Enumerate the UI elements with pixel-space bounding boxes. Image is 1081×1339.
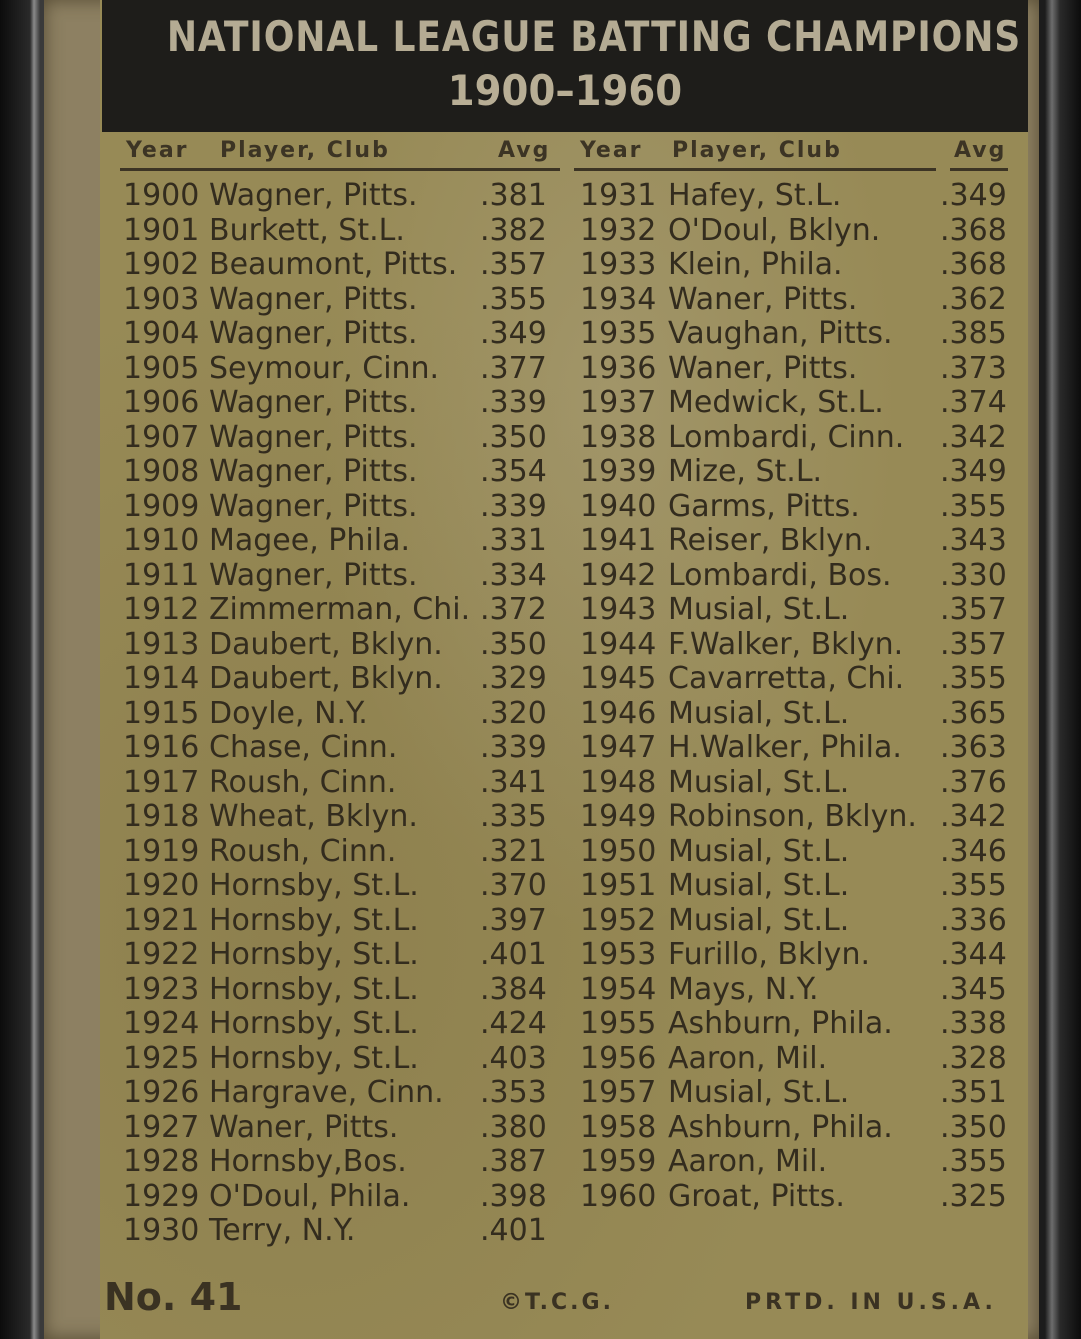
champion-average: .401 [480, 1213, 547, 1248]
champion-row [580, 1076, 1020, 1111]
champion-row [580, 1145, 1020, 1180]
champion-year: 1928 [123, 1144, 200, 1179]
champion-year: 1959 [580, 1144, 657, 1179]
champion-average: .331 [480, 523, 547, 558]
champion-player: Klein, Phila. [668, 247, 843, 282]
champion-average: .355 [480, 281, 547, 317]
champion-player: F.Walker, Bklyn. [668, 626, 904, 662]
champion-row [123, 352, 563, 387]
champion-year: 1955 [580, 1006, 657, 1041]
champion-year: 1947 [580, 730, 657, 765]
left-column-header [126, 138, 556, 170]
champion-average: .350 [940, 1109, 1007, 1145]
champion-year: 1954 [580, 971, 657, 1007]
champion-average: .320 [480, 695, 547, 731]
champion-year: 1902 [123, 247, 200, 282]
year-header: Year [126, 138, 189, 163]
champion-average: .321 [480, 833, 547, 869]
champion-player: Wagner, Pitts. [209, 281, 418, 317]
champion-player: Wagner, Pitts. [209, 454, 418, 489]
champion-player: Hargrave, Cinn. [209, 1075, 444, 1110]
champion-average: .342 [940, 799, 1007, 834]
champion-row [123, 524, 563, 559]
champion-row [123, 1180, 563, 1215]
champion-year: 1949 [580, 799, 657, 834]
champion-year: 1922 [123, 937, 200, 972]
champion-year: 1924 [123, 1006, 200, 1041]
champion-year: 1942 [580, 557, 657, 593]
champion-row [123, 421, 563, 456]
champion-average: .368 [940, 247, 1007, 282]
champion-row [123, 455, 563, 490]
champion-year: 1946 [580, 695, 657, 731]
champion-average: .349 [480, 316, 547, 351]
champion-year: 1904 [123, 316, 200, 351]
champion-player: Wheat, Bklyn. [209, 799, 418, 834]
champion-row [580, 524, 1020, 559]
champion-player: Wagner, Pitts. [209, 557, 418, 593]
champion-average: .384 [480, 971, 547, 1007]
champion-player: O'Doul, Phila. [209, 1178, 411, 1214]
champion-player: Aaron, Mil. [668, 1040, 828, 1076]
champion-player: Hornsby, St.L. [209, 1040, 419, 1076]
champion-row [580, 1111, 1020, 1146]
champion-year: 1919 [123, 833, 200, 869]
champion-player: Garms, Pitts. [668, 488, 860, 524]
champion-year: 1934 [580, 281, 657, 317]
champion-player: Chase, Cinn. [209, 730, 398, 765]
champion-row [580, 904, 1020, 939]
champion-row [580, 869, 1020, 904]
champion-average: .370 [480, 868, 547, 903]
champion-player: H.Walker, Phila. [668, 730, 902, 765]
champion-year: 1945 [580, 661, 657, 696]
champion-year: 1925 [123, 1040, 200, 1076]
champion-average: .385 [940, 316, 1007, 351]
champion-year: 1915 [123, 695, 200, 731]
champion-player: Musial, St.L. [668, 902, 850, 938]
champion-average: .387 [480, 1144, 547, 1179]
card-header [102, 0, 1028, 132]
champion-row [123, 1111, 563, 1146]
champion-player: Lombardi, Bos. [668, 557, 892, 593]
champion-year: 1900 [123, 178, 200, 213]
champion-row [123, 904, 563, 939]
champion-player: Medwick, St.L. [668, 385, 884, 420]
champion-year: 1903 [123, 281, 200, 317]
champion-year: 1931 [580, 178, 657, 213]
champion-year: 1941 [580, 523, 657, 558]
champion-player: Hornsby,Bos. [209, 1144, 407, 1179]
champion-player: Vaughan, Pitts. [668, 316, 893, 351]
card-title: NATIONAL LEAGUE BATTING CHAMPIONS [166, 12, 1022, 61]
champion-average: .346 [940, 833, 1007, 869]
champion-player: Wagner, Pitts. [209, 419, 418, 455]
champion-average: .355 [940, 868, 1007, 903]
card-subtitle: 1900–1960 [447, 66, 683, 115]
champion-average: .354 [480, 454, 547, 489]
champion-year: 1921 [123, 902, 200, 938]
champion-player: Magee, Phila. [209, 523, 410, 558]
champion-player: Waner, Pitts. [209, 1109, 399, 1145]
champion-row [123, 248, 563, 283]
champion-average: .328 [940, 1040, 1007, 1076]
champion-player: Waner, Pitts. [668, 281, 858, 317]
champion-player: Cavarretta, Chi. [668, 661, 905, 696]
champion-row [123, 179, 563, 214]
champion-average: .373 [940, 350, 1007, 386]
champion-average: .329 [480, 661, 547, 696]
champion-year: 1930 [123, 1213, 200, 1248]
champion-row [123, 593, 563, 628]
champion-average: .338 [940, 1006, 1007, 1041]
champion-row [580, 593, 1020, 628]
champion-year: 1909 [123, 488, 200, 524]
right-header-rule-avg [950, 168, 1008, 171]
card-number: No. 41 [104, 1275, 243, 1319]
champion-row [580, 352, 1020, 387]
champion-year: 1940 [580, 488, 657, 524]
left-header-rule [120, 168, 560, 171]
champion-average: .398 [480, 1178, 547, 1214]
champion-year: 1918 [123, 799, 200, 834]
champion-average: .368 [940, 212, 1007, 248]
champion-player: Wagner, Pitts. [209, 316, 418, 351]
avg-header: Avg [954, 138, 1007, 163]
champion-year: 1929 [123, 1178, 200, 1214]
champion-row [580, 800, 1020, 835]
champion-player: Roush, Cinn. [209, 764, 397, 800]
champion-year: 1944 [580, 626, 657, 662]
champion-row [580, 766, 1020, 801]
champion-row [123, 766, 563, 801]
champion-year: 1953 [580, 937, 657, 972]
champion-player: Robinson, Bklyn. [668, 799, 917, 834]
champion-year: 1927 [123, 1109, 200, 1145]
champion-row [580, 1007, 1020, 1042]
champion-player: Musial, St.L. [668, 592, 850, 627]
champion-player: Wagner, Pitts. [209, 178, 418, 213]
champion-player: Mize, St.L. [668, 454, 823, 489]
champion-player: Seymour, Cinn. [209, 350, 440, 386]
champion-year: 1936 [580, 350, 657, 386]
champion-average: .325 [940, 1178, 1007, 1214]
champion-year: 1960 [580, 1178, 657, 1214]
champion-row [580, 835, 1020, 870]
champion-year: 1937 [580, 385, 657, 420]
champion-average: .380 [480, 1109, 547, 1145]
champion-player: Wagner, Pitts. [209, 488, 418, 524]
champion-player: Hornsby, St.L. [209, 868, 419, 903]
champion-average: .339 [480, 730, 547, 765]
champion-year: 1911 [123, 557, 200, 593]
champion-row [123, 214, 563, 249]
champion-player: Daubert, Bklyn. [209, 626, 443, 662]
champion-year: 1957 [580, 1075, 657, 1110]
left-champions-list [123, 179, 563, 1249]
champion-year: 1951 [580, 868, 657, 903]
champion-average: .424 [480, 1006, 547, 1041]
champion-row [123, 662, 563, 697]
champion-average: .401 [480, 937, 547, 972]
champion-average: .357 [940, 592, 1007, 627]
right-champions-list [580, 179, 1020, 1214]
champion-average: .343 [940, 523, 1007, 558]
champion-average: .365 [940, 695, 1007, 731]
champion-row [580, 317, 1020, 352]
champion-row [123, 283, 563, 318]
champion-player: Doyle, N.Y. [209, 695, 368, 731]
champion-average: .336 [940, 902, 1007, 938]
champion-player: Beaumont, Pitts. [209, 247, 458, 282]
champion-year: 1907 [123, 419, 200, 455]
champion-average: .339 [480, 385, 547, 420]
champion-average: .330 [940, 557, 1007, 593]
copyright-text: ©T.C.G. [500, 1290, 614, 1315]
champion-player: Burkett, St.L. [209, 212, 405, 248]
champion-year: 1958 [580, 1109, 657, 1145]
champion-average: .344 [940, 937, 1007, 972]
champion-row [580, 731, 1020, 766]
champion-year: 1935 [580, 316, 657, 351]
champion-player: Hornsby, St.L. [209, 971, 419, 1007]
champion-year: 1933 [580, 247, 657, 282]
champion-average: .349 [940, 178, 1007, 213]
champion-average: .345 [940, 971, 1007, 1007]
champion-player: O'Doul, Bklyn. [668, 212, 881, 248]
champion-row [580, 386, 1020, 421]
champion-year: 1923 [123, 971, 200, 1007]
right-header-rule [574, 168, 936, 171]
champion-row [580, 1042, 1020, 1077]
champion-average: .372 [480, 592, 547, 627]
champion-average: .382 [480, 212, 547, 248]
avg-header: Avg [498, 138, 551, 163]
champion-average: .397 [480, 902, 547, 938]
champion-year: 1943 [580, 592, 657, 627]
champion-row [123, 1214, 563, 1249]
champion-year: 1938 [580, 419, 657, 455]
champion-row [580, 559, 1020, 594]
champion-row [123, 559, 563, 594]
printed-in-text: PRTD. IN U.S.A. [745, 1290, 997, 1315]
champion-player: Zimmerman, Chi. [209, 592, 471, 627]
champion-player: Wagner, Pitts. [209, 385, 418, 420]
champion-average: .339 [480, 488, 547, 524]
champion-row [580, 1180, 1020, 1215]
champion-row [123, 1042, 563, 1077]
champion-year: 1948 [580, 764, 657, 800]
champion-row [580, 179, 1020, 214]
champion-player: Furillo, Bklyn. [668, 937, 870, 972]
champion-player: Musial, St.L. [668, 868, 850, 903]
champion-average: .362 [940, 281, 1007, 317]
champion-row [123, 938, 563, 973]
champion-average: .355 [940, 1144, 1007, 1179]
champion-average: .357 [940, 626, 1007, 662]
champion-year: 1932 [580, 212, 657, 248]
champion-row [580, 283, 1020, 318]
champion-average: .349 [940, 454, 1007, 489]
champion-player: Ashburn, Phila. [668, 1006, 893, 1041]
champion-player: Ashburn, Phila. [668, 1109, 893, 1145]
champion-row [580, 421, 1020, 456]
champion-row [123, 800, 563, 835]
champion-row [123, 386, 563, 421]
champion-average: .341 [480, 764, 547, 800]
champion-average: .335 [480, 799, 547, 834]
champion-average: .381 [480, 178, 547, 213]
champion-row [123, 1145, 563, 1180]
champion-average: .403 [480, 1040, 547, 1076]
champion-row [123, 973, 563, 1008]
champion-row [580, 214, 1020, 249]
champion-year: 1908 [123, 454, 200, 489]
champion-player: Hornsby, St.L. [209, 937, 419, 972]
champion-player: Groat, Pitts. [668, 1178, 845, 1214]
champion-year: 1913 [123, 626, 200, 662]
champion-row [123, 490, 563, 525]
champion-row [123, 697, 563, 732]
champion-player: Hafey, St.L. [668, 178, 842, 213]
champion-row [123, 628, 563, 663]
champion-row [580, 248, 1020, 283]
champion-year: 1901 [123, 212, 200, 248]
champion-year: 1950 [580, 833, 657, 869]
champion-player: Terry, N.Y. [209, 1213, 356, 1248]
champion-row [123, 1007, 563, 1042]
champion-player: Musial, St.L. [668, 695, 850, 731]
champion-player: Hornsby, St.L. [209, 902, 419, 938]
champion-average: .334 [480, 557, 547, 593]
champion-row [580, 662, 1020, 697]
champion-player: Musial, St.L. [668, 1075, 850, 1110]
champion-average: .357 [480, 247, 547, 282]
champion-average: .342 [940, 419, 1007, 455]
champion-player: Hornsby, St.L. [209, 1006, 419, 1041]
champion-row [123, 731, 563, 766]
champion-player: Roush, Cinn. [209, 833, 397, 869]
player-header: Player, Club [220, 138, 390, 163]
champion-year: 1912 [123, 592, 200, 627]
champion-player: Lombardi, Cinn. [668, 419, 905, 455]
champion-player: Musial, St.L. [668, 833, 850, 869]
champion-year: 1916 [123, 730, 200, 765]
champion-player: Musial, St.L. [668, 764, 850, 800]
champion-year: 1906 [123, 385, 200, 420]
year-header: Year [580, 138, 643, 163]
champion-row [580, 628, 1020, 663]
champion-row [580, 697, 1020, 732]
champion-player: Waner, Pitts. [668, 350, 858, 386]
champion-year: 1917 [123, 764, 200, 800]
champion-row [580, 938, 1020, 973]
champion-average: .363 [940, 730, 1007, 765]
champion-row [580, 490, 1020, 525]
champion-row [123, 317, 563, 352]
champion-row [580, 973, 1020, 1008]
champion-year: 1939 [580, 454, 657, 489]
champion-player: Mays, N.Y. [668, 971, 819, 1007]
champion-average: .350 [480, 419, 547, 455]
champion-year: 1956 [580, 1040, 657, 1076]
champion-player: Reiser, Bklyn. [668, 523, 873, 558]
champion-average: .355 [940, 488, 1007, 524]
champion-year: 1952 [580, 902, 657, 938]
champion-row [123, 869, 563, 904]
champion-year: 1914 [123, 661, 200, 696]
champion-average: .377 [480, 350, 547, 386]
champion-year: 1910 [123, 523, 200, 558]
champion-row [580, 455, 1020, 490]
right-column-header [580, 138, 1010, 170]
champion-average: .355 [940, 661, 1007, 696]
champion-average: .351 [940, 1075, 1007, 1110]
champion-year: 1905 [123, 350, 200, 386]
champion-year: 1926 [123, 1075, 200, 1110]
champion-average: .376 [940, 764, 1007, 800]
champion-player: Aaron, Mil. [668, 1144, 828, 1179]
champion-row [123, 1076, 563, 1111]
champion-player: Daubert, Bklyn. [209, 661, 443, 696]
champion-average: .350 [480, 626, 547, 662]
champion-year: 1920 [123, 868, 200, 903]
champion-average: .374 [940, 385, 1007, 420]
champion-average: .353 [480, 1075, 547, 1110]
champion-row [123, 835, 563, 870]
player-header: Player, Club [672, 138, 842, 163]
